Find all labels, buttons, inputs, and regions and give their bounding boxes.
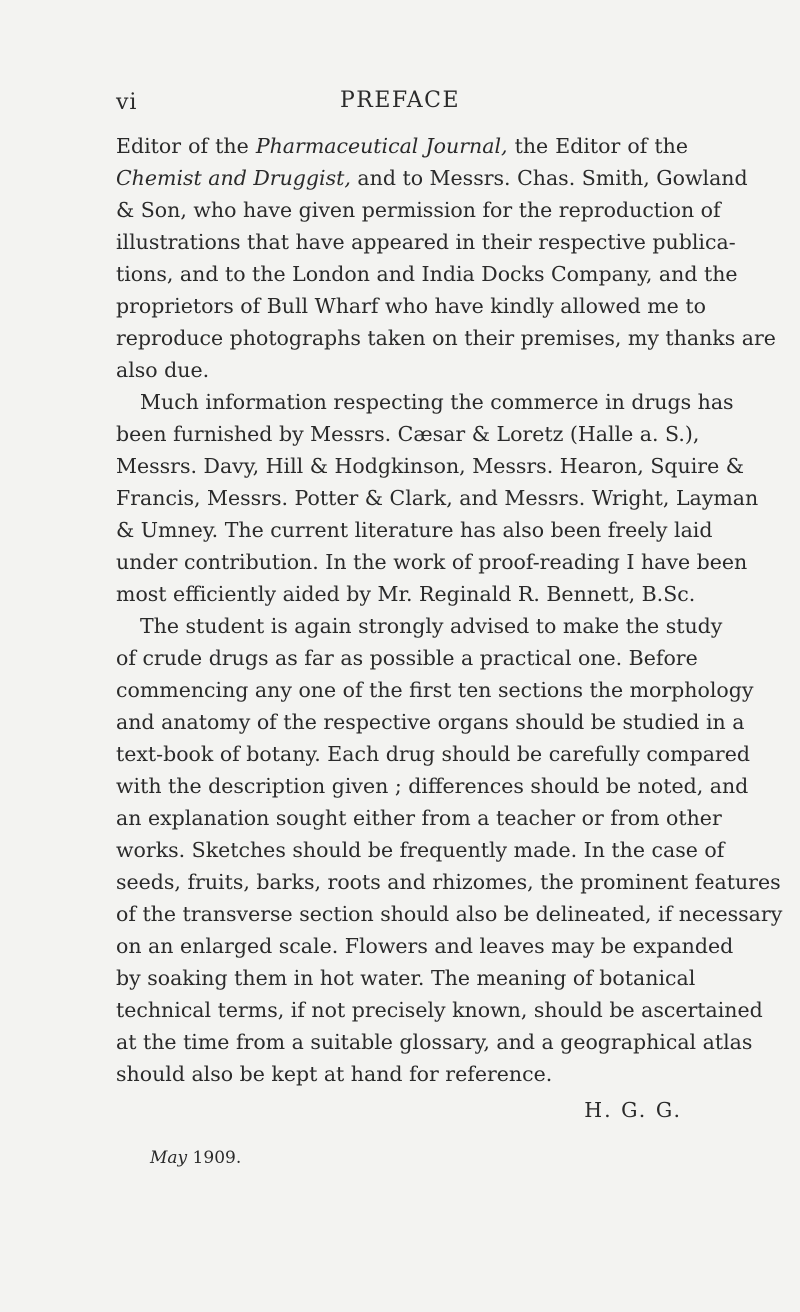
date-year: 1909. [187,1148,242,1168]
text-line: with the description given ; differences should be noted, and [116,774,749,798]
text-line: most efficiently aided by Mr. Reginald R. Bennett, B.Sc. [116,582,696,606]
text-line: also due. [116,358,210,382]
text-line: at the time from a suitable glossary, and a geographical atlas [116,1030,753,1054]
text-line: by soaking them in hot water. The meaning of botanical [116,966,696,990]
text-line: on an enlarged scale. Flowers and leaves may be expanded [116,934,734,958]
text-line: of crude drugs as far as possible a practical one. Before [116,646,698,670]
date-line [150,1148,241,1168]
text-line: Francis, Messrs. Potter & Clark, and Messrs. Wright, Layman [116,486,759,510]
text-line: tions, and to the London and India Docks Company, and the [116,262,738,286]
text-line: seeds, fruits, barks, roots and rhizomes, the prominent features [116,870,781,894]
signature: H. G. G. [584,1098,682,1122]
text-line: technical terms, if not precisely known, should be ascertained [116,998,763,1022]
page-number: vi [116,90,138,115]
text-line: under contribution. In the work of proof-reading I have been [116,550,748,574]
text-line: works. Sketches should be frequently made. In the case of [116,838,725,862]
text-line: Messrs. Davy, Hill & Hodgkinson, Messrs. Hearon, Squire & [116,454,744,478]
text-line: & Son, who have given permission for the reproduction of [116,198,721,222]
journal-title: Chemist and Druggist, [116,166,351,190]
date-month: May [150,1148,188,1168]
text-line: The student is again strongly advised to make the study [140,614,723,638]
text-line: text-book of botany. Each drug should be carefully compared [116,742,750,766]
text-line: & Umney. The current literature has also been freely laid [116,518,713,542]
text-line: been furnished by Messrs. Cæsar & Loretz (Halle a. S.), [116,422,700,446]
text-line: illustrations that have appeared in their respective publica- [116,230,736,254]
text-line: an explanation sought either from a teacher or from other [116,806,722,830]
text-line: proprietors of Bull Wharf who have kindly allowed me to [116,294,706,318]
text-line: Chemist and Druggist, and to Messrs. Chas. Smith, Gowland [116,166,748,190]
text-line: commencing any one of the first ten sections the morphology [116,678,754,702]
text-line: and anatomy of the respective organs should be studied in a [116,710,745,734]
journal-title: Pharmaceutical Journal, [255,134,508,158]
text-line: Editor of the Pharmaceutical Journal, the Editor of the [116,134,688,158]
running-head: PREFACE [339,88,461,113]
text-line: Much information respecting the commerce in drugs has [140,390,734,414]
text-line: should also be kept at hand for reference. [116,1062,553,1086]
text-line: of the transverse section should also be delineated, if necessary [116,902,783,926]
text-line: reproduce photographs taken on their premises, my thanks are [116,326,776,350]
